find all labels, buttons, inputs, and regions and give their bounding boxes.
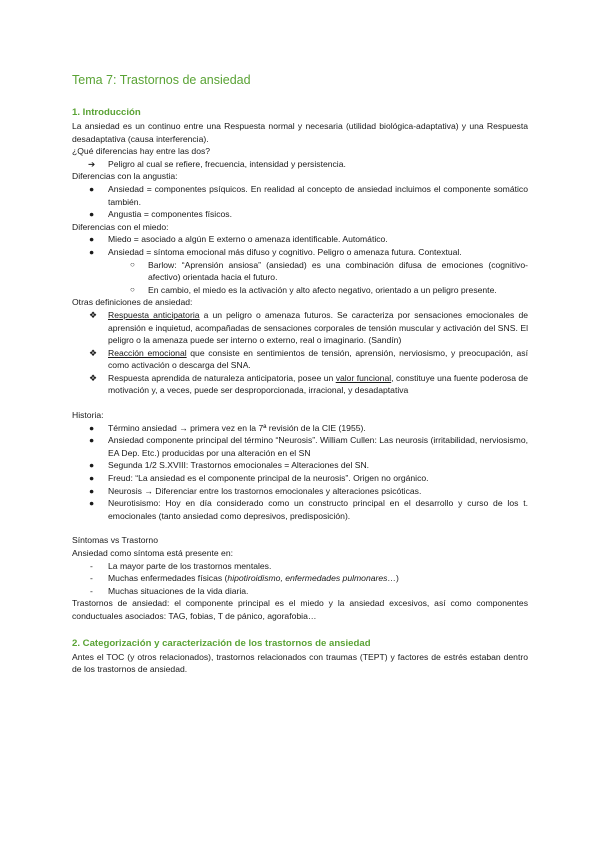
arrow-item: ➔ Peligro al cual se refiere, frecuencia, intensidad y persistencia. bbox=[88, 158, 346, 169]
list-item: ● Ansiedad = componentes psíquicos. En realidad al concepto de ansiedad incluimos el componente somático también. bbox=[89, 183, 528, 207]
bullet-icon: ● bbox=[89, 422, 95, 433]
otras-heading: Otras definiciones de ansiedad: bbox=[72, 297, 193, 308]
question-line: ¿Qué diferencias hay entre las dos? bbox=[72, 146, 211, 157]
list-item: ● Neurosis → Diferenciar entre los trastornos emocionales y alteraciones psicóticas. bbox=[89, 485, 422, 496]
list-item: ● Neurotisismo: Hoy en día considerado como un constructo principal en el desarrollo y curso de los t. emocionales (tanto ansiedad como depresivos, predisposición). bbox=[89, 498, 528, 521]
list-item: ● Freud: “La ansiedad es el componente principal de la neurosis”. Origen no orgánico. bbox=[89, 473, 429, 484]
list-item: ● Angustia = componentes físicos. bbox=[89, 209, 232, 220]
list-item: ● Segunda 1/2 S.XVIII: Trastornos emocionales = Alteraciones del SN. bbox=[89, 460, 370, 471]
bullet-icon: ● bbox=[89, 246, 95, 257]
angustia-heading: Diferencias con la angustia: bbox=[72, 171, 178, 182]
document-title: Tema 7: Trastornos de ansiedad bbox=[72, 73, 251, 87]
list-item: - Muchas situaciones de la vida diaria. bbox=[90, 585, 249, 596]
sub-list-item: ○ En cambio, el miedo es la activación y alto afecto negativo, orientado a un peligro presente. bbox=[130, 284, 497, 295]
sintomas-heading: Síntomas vs Trastorno bbox=[72, 535, 158, 546]
sintomas-subheading: Ansiedad como síntoma está presente en: bbox=[72, 548, 233, 558]
diamond-bullet-icon: ❖ bbox=[89, 309, 98, 320]
trastornos-paragraph: Trastornos de ansiedad: el componente principal es el miedo y la ansiedad excesivos, así como componentes conductuales asociados: TAG, fobias, T de pánico, agorafobia… bbox=[72, 598, 528, 621]
bullet-icon: ● bbox=[89, 498, 95, 509]
dash-bullet: - bbox=[90, 560, 93, 571]
bullet-icon: ● bbox=[89, 485, 95, 496]
bullet-icon: ● bbox=[89, 183, 95, 194]
bullet-icon: ● bbox=[89, 460, 95, 471]
list-item: ● Término ansiedad → primera vez en la 7ª revisión de la CIE (1955). bbox=[89, 422, 366, 433]
definition-item: ❖ Reacción emocional que consiste en sentimientos de tensión, aprensión, nerviosismo, y preocupación, así como activación o descarga del SNA. bbox=[89, 347, 528, 371]
diamond-bullet-icon: ❖ bbox=[89, 372, 98, 383]
bullet-icon: ● bbox=[89, 435, 95, 446]
miedo-heading: Diferencias con el miedo: bbox=[72, 221, 169, 232]
categorizacion-paragraph: Antes el TOC (y otros relacionados), trastornos relacionados con traumas (TEPT) y factores de estrés estaban dentro de los trastornos de ansiedad. bbox=[72, 651, 528, 675]
definition-item: ❖ Respuesta anticipatoria a un peligro o amenaza futuros. Se caracteriza por sensaciones emocionales de aprensión e inquietud, acompañadas de sensaciones corporales de tensión muscular y activación del SNS. El peligro o la amenaza puede ser interno o externo, real o imaginario. (Sandín) bbox=[89, 309, 529, 346]
list-item: ● Ansiedad = síntoma emocional más difuso y cognitivo. Peligro o amenaza futura. Contextual. bbox=[89, 246, 462, 257]
circle-bullet-icon: ○ bbox=[130, 259, 135, 269]
sub-list-item: ○ Barlow: “Aprensión ansiosa” (ansiedad) es una combinación difusa de emociones (cognitivo-afectivo) orientada hacia el futuro. bbox=[130, 259, 528, 283]
bullet-icon: ● bbox=[89, 209, 95, 220]
arrow-icon: ➔ bbox=[88, 158, 96, 169]
circle-bullet-icon: ○ bbox=[130, 284, 135, 294]
section-heading-introduccion: 1. Introducción bbox=[72, 107, 141, 118]
definition-item: ❖ Respuesta aprendida de naturaleza anticipatoria, posee un valor funcional, constituye una fuente poderosa de motivación y, a veces, puede ser desproporcionada, irracional, y desadaptativa bbox=[89, 372, 528, 396]
diamond-bullet-icon: ❖ bbox=[89, 347, 98, 358]
bullet-icon: ● bbox=[89, 234, 95, 245]
list-item: - Muchas enfermedades físicas (hipotiroidismo, enfermedades pulmonares…) bbox=[90, 573, 399, 584]
section-heading-categorizacion: 2. Categorización y caracterización de los trastornos de ansiedad bbox=[72, 637, 371, 649]
list-item: ● Miedo = asociado a algún E externo o amenaza identificable. Automático. bbox=[89, 234, 388, 245]
bullet-icon: ● bbox=[89, 473, 95, 484]
list-item: ● Ansiedad componente principal del término “Neurosis”. William Cullen: Las neurosis (irritabilidad, nerviosismo, EA Dep. Etc.) producidas por una alteración en el SN bbox=[89, 435, 528, 458]
list-item: - La mayor parte de los trastornos mentales. bbox=[90, 560, 272, 571]
intro-paragraph: La ansiedad es un continuo entre una Respuesta normal y necesaria (utilidad biológica-adaptativa) y una Respuesta desadaptativa (causa interferencia). bbox=[72, 121, 528, 144]
historia-heading: Historia: bbox=[72, 410, 104, 421]
dash-bullet: - bbox=[90, 585, 93, 596]
dash-bullet: - bbox=[90, 573, 93, 584]
